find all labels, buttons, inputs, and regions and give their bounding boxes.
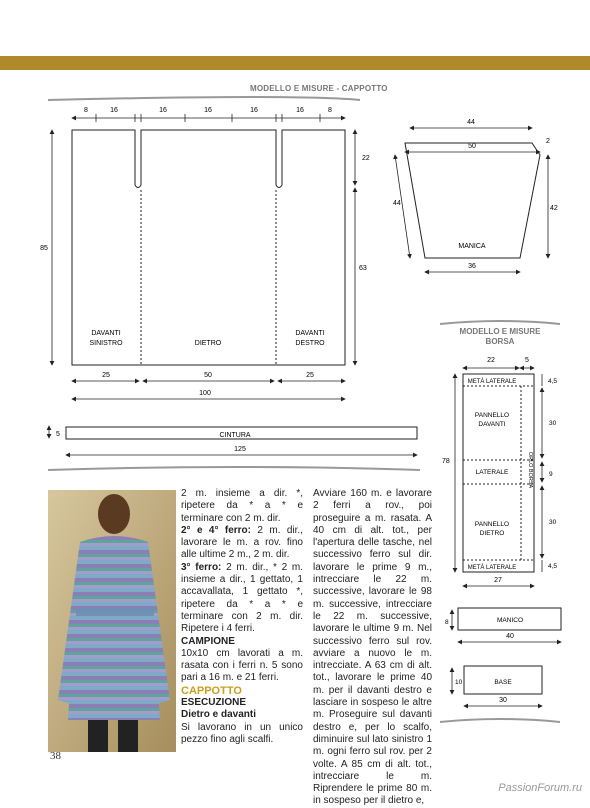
borsa-left-total: 78 xyxy=(442,458,450,465)
dim-top-2: 16 xyxy=(159,107,167,114)
manico-height: 8 xyxy=(445,619,449,626)
col2-text: Avviare 160 m. e lavorare 2 ferri a rov., poi proseguire a m. rasata. A 40 cm di alt. tot., per l'apertura delle tasche, nel successivo ferro sul dir. lavorare le prime 9 m., intrecciare le 22 m. successive, lavorare le 98 m. successive, intrecciare le 22 m. successive, lavorare le ultime 9 m. Nel successivo ferro sul rov. avviare a nuovo le m. intrecciate. A 63 cm di alt. tot., lavorare le prime 40 m. per il davanti destro e lasciare in sospeso le altre m. Proseguire sul davanti destro e, per lo scalfo, diminuire sul lato sinistro 1 m. ogni ferro sul rov. per 2 volte. A 85 cm di alt. tot., intrecciare le m. Riprendere le prime 80 m. in sospeso per il dietro e, xyxy=(313,488,432,807)
manica-outline xyxy=(405,143,540,258)
label-davanti-sinistro-2: SINISTRO xyxy=(89,340,123,347)
manico-label: MANICO xyxy=(497,617,523,624)
text-column-1 xyxy=(181,488,303,746)
label-davanti-destro-1: DAVANTI xyxy=(295,330,325,337)
borsa-meta-top: METÀ LATERALE xyxy=(467,379,517,385)
dim-right-63: 63 xyxy=(359,265,367,272)
esecuzione-title: ESECUZIONE xyxy=(181,697,247,709)
dietro-title: Dietro e davanti xyxy=(181,709,257,721)
cintura-height: 5 xyxy=(56,431,60,438)
text-column-2 xyxy=(313,488,432,808)
borsa-vertical: ORLO BORSA xyxy=(527,451,533,489)
manica-bottom: 36 xyxy=(468,263,476,270)
borsa-pannello-davanti-2: DAVANTI xyxy=(478,421,506,428)
borsa-right-4: 4,5 xyxy=(548,563,558,570)
borsa-right-2: 9 xyxy=(549,471,553,478)
dim-bottom-2: 25 xyxy=(306,372,314,379)
dietro-text: Si lavorano in un unico pezzo fino agli scalfi. xyxy=(181,721,303,745)
model-photo xyxy=(48,490,176,752)
borsa-laterale: LATERALE xyxy=(475,469,509,476)
manica-top-inner: 50 xyxy=(468,143,476,150)
manica-right: 42 xyxy=(550,205,558,212)
col1-f3-text: 2 m. dir., * 2 m. insieme a dir., 1 gettato, 1 accavallata, 1 gettato *, ripetere da * a * e terminare con 2 m. dir. Ripetere i 4 ferri. xyxy=(181,561,303,635)
base-width: 30 xyxy=(499,697,507,704)
manica-left: 44 xyxy=(393,200,401,207)
col1-f3-label: 3° ferro: xyxy=(181,561,222,573)
watermark: PassionForum.ru xyxy=(498,782,582,794)
cappotto-title: CAPPOTTO xyxy=(181,684,242,697)
col1-f2-label: 2° e 4° ferro: xyxy=(181,524,251,536)
title-borsa-2: BORSA xyxy=(485,337,515,346)
manica-corner: 2 xyxy=(546,138,550,145)
dim-bottom-1: 50 xyxy=(204,372,212,379)
dim-bottom-0: 25 xyxy=(102,372,110,379)
borsa-pannello-dietro-1: PANNELLO xyxy=(474,521,510,528)
label-davanti-sinistro-1: DAVANTI xyxy=(91,330,121,337)
label-davanti-destro-2: DESTRO xyxy=(295,340,325,347)
col1-f2-text: 2 m. dir., lavorare le m. a rov. fino alle ultime 2 m., 2 m. dir. xyxy=(181,524,303,561)
borsa-meta-bottom: METÀ LATERALE xyxy=(467,565,517,571)
borsa-right-1: 30 xyxy=(549,420,557,427)
manica-top-outer: 44 xyxy=(467,119,475,126)
campione-text: 10x10 cm lavorati a m. rasata con i ferri n. 5 sono pari a 16 m. e 21 ferri. xyxy=(181,647,303,684)
borsa-top-0: 22 xyxy=(487,357,495,364)
dim-top-1: 16 xyxy=(110,107,118,114)
borsa-pannello-davanti-1: PANNELLO xyxy=(474,412,510,419)
dim-top-0: 8 xyxy=(84,107,88,114)
borsa-top-1: 5 xyxy=(525,357,529,364)
page-number: 38 xyxy=(50,750,61,762)
base-height: 10 xyxy=(455,679,463,686)
manico-width: 40 xyxy=(506,633,514,640)
title-cappotto: MODELLO E MISURE - CAPPOTTO xyxy=(250,84,388,93)
col1-line1: 2 m. insieme a dir. *, ripetere da * a * e terminare con 2 m. dir. xyxy=(181,488,303,524)
cintura-label: CINTURA xyxy=(219,432,251,439)
dim-top-6: 8 xyxy=(328,107,332,114)
base-label: BASE xyxy=(494,679,512,686)
borsa-bottom: 27 xyxy=(494,577,502,584)
dim-left-85: 85 xyxy=(40,245,48,252)
dim-top-4: 16 xyxy=(250,107,258,114)
title-borsa-1: MODELLO E MISURE xyxy=(459,327,541,336)
cintura-width: 125 xyxy=(234,446,246,453)
dim-top-3: 16 xyxy=(204,107,212,114)
manica-label: MANICA xyxy=(458,243,486,250)
label-dietro: DIETRO xyxy=(194,340,222,347)
borsa-pannello-dietro-2: DIETRO xyxy=(479,530,505,537)
borsa-right-3: 30 xyxy=(549,519,557,526)
dim-total-100: 100 xyxy=(199,390,211,397)
campione-title: CAMPIONE xyxy=(181,635,235,647)
borsa-right-0: 4,5 xyxy=(548,378,558,385)
dim-top-5: 16 xyxy=(296,107,304,114)
dim-right-22: 22 xyxy=(362,155,370,162)
